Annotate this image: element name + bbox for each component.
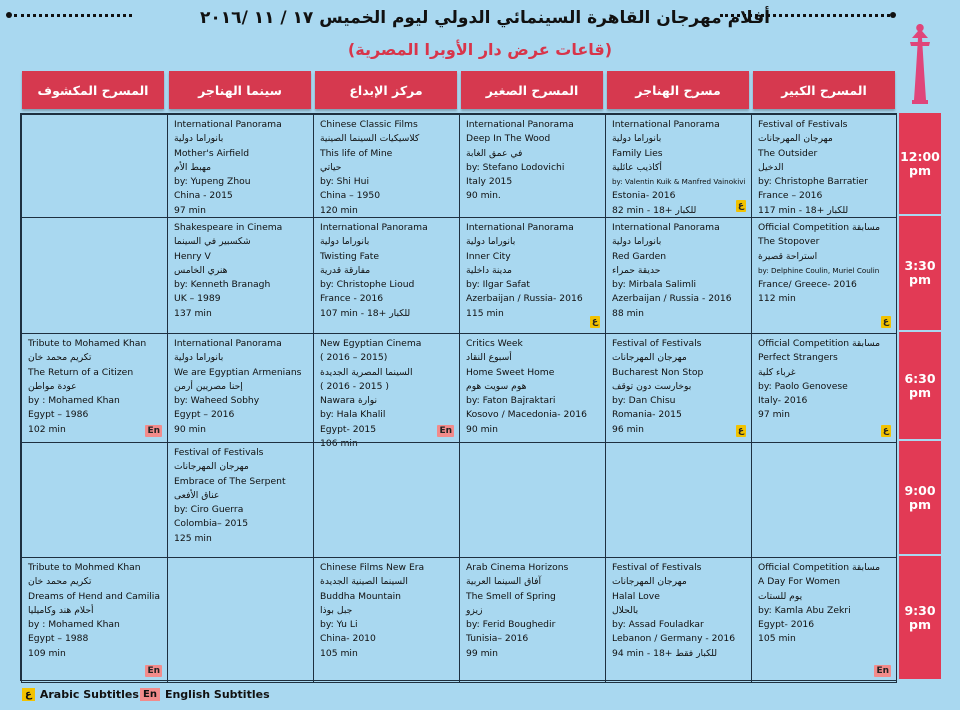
- schedule-grid: [20, 113, 897, 681]
- title-left-dots: [14, 14, 132, 17]
- schedule-cell: [313, 442, 460, 558]
- page-subtitle: (قاعات عرض دار الأوبرا المصرية): [347, 40, 613, 59]
- cell-line: مهرجان المهرجانات: [174, 461, 249, 473]
- cell-line: Halal Love: [612, 590, 660, 602]
- schedule-cell: [605, 333, 752, 443]
- cell-line: Azerbaijan / Russia- 2016: [466, 293, 583, 305]
- schedule-cell: [21, 333, 168, 443]
- schedule-cell: [167, 333, 314, 443]
- time-slot: [899, 556, 941, 679]
- cell-line: China – 1950: [320, 190, 381, 202]
- cell-line: مفارقة قدرية: [320, 264, 371, 276]
- time-value: 3:30: [904, 258, 936, 273]
- cell-line: 88 min: [612, 307, 644, 319]
- cell-line: Romania- 2015: [612, 409, 682, 421]
- cell-line: by: Ilgar Safat: [466, 279, 530, 291]
- arabic-subtitle-badge: ع: [737, 201, 744, 211]
- column-header-open-air: المسرح المكشوف: [22, 71, 164, 109]
- cell-line: by: Faton Bajraktari: [466, 395, 556, 407]
- english-subtitle-badge: En: [147, 426, 160, 436]
- title-left-dot: [6, 12, 12, 18]
- cell-line: Italy 2015: [466, 176, 513, 188]
- cell-line: 117 min - 18+ للكبار: [758, 204, 849, 216]
- schedule-cell: [459, 333, 606, 443]
- cell-line: by: Stefano Lodovichi: [466, 161, 565, 173]
- legend-english-label: English Subtitles: [164, 688, 270, 701]
- cell-line: Official Competition مسابقة: [758, 562, 881, 573]
- cell-line: الدخيل: [758, 161, 784, 173]
- cell-line: by: Christophe Barratier: [758, 176, 868, 188]
- cell-line: Egypt – 2016: [174, 409, 235, 421]
- cell-line: by: Yu Li: [320, 619, 358, 631]
- cell-line: by : Mohamed Khan: [28, 395, 120, 407]
- schedule-cell: [313, 557, 460, 683]
- schedule-cell: [459, 114, 606, 218]
- cell-line: السينما الصينية الجديدة: [320, 576, 408, 588]
- cell-line: by: Valentin Kuik & Manfred Vainokivi: [612, 177, 746, 187]
- cell-line: International Panorama: [612, 119, 720, 130]
- cell-line: Colombia– 2015: [174, 518, 249, 530]
- column-header-main-hall: المسرح الكبير: [753, 71, 895, 109]
- schedule-cell: [21, 442, 168, 558]
- schedule-cell: [605, 217, 752, 334]
- cell-line: زيزو: [466, 604, 483, 616]
- schedule-cell: [313, 333, 460, 450]
- cell-line: 102 min: [28, 423, 66, 435]
- arabic-subtitle-badge: ع: [882, 317, 889, 327]
- cell-line: في عمق الغابة: [466, 147, 523, 159]
- english-subtitle-badge: En: [140, 688, 160, 701]
- cell-line: ( 2016 – 2015): [320, 352, 388, 364]
- column-header-hanager-cinema: سينما الهناجر: [169, 71, 311, 109]
- cell-line: by: Christophe Lioud: [320, 279, 415, 291]
- festival-logo-icon: [904, 20, 936, 108]
- cell-line: Perfect Strangers: [758, 352, 838, 364]
- cell-line: A Day For Women: [758, 576, 841, 588]
- title-right-dot: [890, 12, 896, 18]
- cell-line: إحنا مصريين أرمن: [174, 380, 243, 392]
- cell-line: 94 min - 18+ للكبار فقط: [612, 647, 718, 659]
- cell-line: هنري الخامس: [174, 264, 228, 276]
- cell-line: Henry V: [174, 250, 211, 262]
- schedule-cell: [21, 114, 168, 218]
- schedule-cell: [751, 333, 897, 443]
- cell-line: ( 2016 - 2015 ): [320, 380, 389, 392]
- cell-line: by: Hala Khalil: [320, 409, 386, 421]
- cell-line: Deep In The Wood: [466, 133, 551, 145]
- cell-line: by: Ciro Guerra: [174, 504, 244, 516]
- legend-arabic-label: Arabic Subtitles: [39, 688, 139, 701]
- schedule-cell: [605, 442, 752, 558]
- english-subtitle-badge: En: [876, 666, 889, 676]
- cell-line: Chinese Classic Films: [320, 119, 418, 130]
- time-slot: [899, 216, 941, 330]
- cell-line: 99 min: [466, 647, 498, 659]
- cell-line: 137 min: [174, 307, 212, 319]
- cell-line: Mother's Airfield: [174, 147, 250, 159]
- cell-line: Family Lies: [612, 147, 663, 159]
- cell-line: International Panorama: [320, 222, 428, 233]
- cell-line: Egypt- 2015: [320, 423, 377, 435]
- cell-line: 120 min: [320, 204, 358, 216]
- cell-line: بوخارست دون توقف: [612, 380, 692, 392]
- schedule-cell: [751, 442, 897, 558]
- cell-line: 125 min: [174, 532, 212, 544]
- arabic-subtitle-badge: ع: [882, 426, 889, 436]
- cell-line: by: Paolo Genovese: [758, 380, 848, 392]
- cell-line: International Panorama: [174, 338, 282, 349]
- column-header-small-theatre: المسرح الصغير: [461, 71, 603, 109]
- cell-line: Arab Cinema Horizons: [466, 562, 569, 573]
- cell-line: 105 min: [758, 633, 796, 645]
- schedule-cell: [21, 217, 168, 334]
- cell-line: بانوراما دولية: [612, 133, 662, 145]
- cell-line: France/ Greece- 2016: [758, 279, 857, 291]
- cell-line: International Panorama: [174, 119, 282, 130]
- cell-line: by: Waheed Sobhy: [174, 395, 260, 407]
- time-period: pm: [909, 496, 931, 512]
- cell-line: يوم للستات: [758, 590, 803, 602]
- legend-english: [140, 688, 270, 701]
- schedule-cell: [605, 114, 752, 218]
- cell-line: by: Dan Chisu: [612, 395, 676, 407]
- cell-line: مدينة داخلية: [466, 264, 512, 276]
- cell-line: The Stopover: [758, 236, 820, 248]
- cell-line: بانوراما دولية: [174, 352, 224, 364]
- schedule-cell: [21, 557, 168, 683]
- cell-line: Home Sweet Home: [466, 366, 555, 378]
- cell-line: 90 min: [466, 423, 498, 435]
- cell-line: 106 min: [320, 438, 358, 450]
- cell-line: Dreams of Hend and Camilia: [28, 590, 160, 602]
- cell-line: The Return of a Citizen: [28, 366, 134, 378]
- cell-line: 115 min: [466, 307, 504, 319]
- cell-line: by: Yupeng Zhou: [174, 176, 251, 188]
- cell-line: China- 2010: [320, 633, 376, 645]
- cell-line: Bucharest Non Stop: [612, 366, 704, 378]
- legend-arabic: [22, 688, 139, 701]
- schedule-cell: [751, 114, 897, 218]
- cell-line: Embrace of The Serpent: [174, 475, 286, 487]
- cell-line: Official Competition مسابقة: [758, 338, 881, 349]
- cell-line: Chinese Films New Era: [320, 562, 425, 573]
- cell-line: حياتي: [320, 161, 342, 173]
- cell-line: Egypt – 1988: [28, 633, 89, 645]
- cell-line: France - 2016: [320, 293, 384, 305]
- cell-line: آفاق السينما العربية: [466, 576, 542, 588]
- cell-line: by: Kamla Abu Zekri: [758, 604, 851, 616]
- time-slot: [899, 113, 941, 214]
- cell-line: This life of Mine: [320, 147, 393, 159]
- cell-line: بانوراما دولية: [320, 236, 370, 248]
- schedule-cell: [167, 557, 314, 683]
- cell-line: International Panorama: [466, 222, 574, 233]
- cell-line: هوم سويت هوم: [466, 380, 527, 392]
- cell-line: السينما المصرية الجديدة: [320, 366, 413, 378]
- cell-line: International Panorama: [612, 222, 720, 233]
- cell-line: Lebanon / Germany - 2016: [612, 633, 736, 645]
- cell-line: Critics Week: [466, 338, 523, 349]
- cell-line: حديقة حمراء: [612, 264, 661, 276]
- cell-line: شكسبير في السينما: [174, 236, 251, 248]
- english-subtitle-badge: En: [439, 426, 452, 436]
- cell-line: 97 min: [758, 409, 790, 421]
- arabic-subtitle-badge: ع: [22, 688, 35, 701]
- time-value: 6:30: [904, 370, 936, 386]
- cell-line: Twisting Fate: [320, 250, 379, 262]
- schedule-cell: [459, 557, 606, 683]
- cell-line: Egypt- 2016: [758, 619, 815, 631]
- cell-line: by: Ferid Boughedir: [466, 619, 556, 631]
- time-period: pm: [909, 616, 931, 632]
- cell-line: China - 2015: [174, 190, 233, 202]
- cell-line: 96 min: [612, 423, 644, 435]
- cell-line: by: Assad Fouladkar: [612, 619, 704, 631]
- cell-line: Kosovo / Macedonia- 2016: [466, 409, 587, 421]
- cell-line: 109 min: [28, 647, 66, 659]
- cell-line: Red Garden: [612, 250, 667, 262]
- cell-line: Estonia- 2016: [612, 190, 676, 202]
- time-slot: [899, 332, 941, 439]
- cell-line: by : Mohamed Khan: [28, 619, 120, 631]
- cell-line: The Outsider: [758, 147, 818, 159]
- schedule-cell: [167, 442, 314, 558]
- cell-line: Nawara نوارة: [320, 395, 378, 407]
- cell-line: 112 min: [758, 293, 796, 305]
- cell-line: The Smell of Spring: [466, 590, 556, 602]
- cell-line: استراحة قصيرة: [758, 250, 818, 262]
- cell-line: Tribute to Mohmed Khan: [28, 562, 141, 573]
- schedule-cell: [459, 442, 606, 558]
- cell-line: 107 min - 18+ للكبار: [320, 307, 411, 319]
- cell-line: France – 2016: [758, 190, 823, 202]
- cell-line: بالحلال: [612, 604, 639, 616]
- cell-line: Official Competition مسابقة: [758, 222, 881, 233]
- schedule-cell: [313, 114, 460, 218]
- cell-line: We are Egyptian Armenians: [174, 366, 302, 378]
- cell-line: أسبوع النقاد: [466, 352, 512, 364]
- cell-line: Egypt – 1986: [28, 409, 89, 421]
- cell-line: تكريم محمد خان: [28, 352, 92, 364]
- cell-line: by: Delphine Coulin, Muriel Coulin: [758, 265, 880, 275]
- cell-line: بانوراما دولية: [612, 236, 662, 248]
- cell-line: أكاذيب عائلية: [612, 161, 662, 173]
- cell-line: مهرجان المهرجانات: [758, 133, 833, 145]
- time-period: pm: [909, 162, 931, 178]
- arabic-subtitle-badge: ع: [737, 426, 744, 436]
- time-period: pm: [909, 384, 931, 400]
- cell-line: تكريم محمد خان: [28, 576, 92, 588]
- schedule-cell: [313, 217, 460, 334]
- time-value: 9:30: [904, 602, 936, 618]
- cell-line: 82 min - 18+ للكبار: [612, 204, 697, 216]
- schedule-cell: [605, 557, 752, 683]
- cell-line: Buddha Mountain: [320, 590, 401, 602]
- schedule-cell: [459, 217, 606, 334]
- cell-line: Tribute to Mohamed Khan: [28, 338, 147, 349]
- cell-line: Festival of Festivals: [612, 338, 702, 349]
- cell-line: مهرجان المهرجانات: [612, 576, 687, 588]
- cell-line: Festival of Festivals: [174, 447, 264, 458]
- page-title: أفلام مهرجان القاهرة السينمائي الدولي ليوم الخميس ١٧ / ١١ /٢٠١٦: [200, 8, 770, 28]
- time-value: 12:00: [900, 148, 940, 164]
- cell-line: مهبط الأم: [174, 161, 212, 173]
- english-subtitle-badge: En: [147, 666, 160, 676]
- cell-line: New Egyptian Cinema: [320, 338, 422, 349]
- cell-line: مهرجان المهرجانات: [612, 352, 687, 364]
- cell-line: أحلام هند وكاميليا: [28, 604, 94, 616]
- cell-line: Azerbaijan / Russia - 2016: [612, 293, 732, 305]
- cell-line: UK – 1989: [174, 293, 221, 305]
- cell-line: بانوراما دولية: [466, 236, 516, 248]
- cell-line: كلاسيكيات السينما الصينية: [320, 133, 420, 145]
- cell-line: by: Mirbala Salimli: [612, 279, 697, 291]
- time-period: pm: [909, 272, 931, 287]
- schedule-cell: [167, 114, 314, 218]
- cell-line: بانوراما دولية: [174, 133, 224, 145]
- cell-line: by: Kenneth Branagh: [174, 279, 271, 291]
- cell-line: 97 min: [174, 204, 206, 216]
- arabic-subtitle-badge: ع: [591, 317, 598, 327]
- cell-line: عناق الأفعى: [174, 489, 220, 501]
- cell-line: Festival of Festivals: [612, 562, 702, 573]
- cell-line: غرباء كلية: [758, 366, 796, 378]
- cell-line: by: Shi Hui: [320, 176, 370, 188]
- column-header-hanager-theatre: مسرح الهناجر: [607, 71, 749, 109]
- cell-line: Inner City: [466, 250, 511, 262]
- cell-line: 90 min.: [466, 190, 501, 202]
- time-value: 9:00: [904, 482, 936, 498]
- schedule-cell: [167, 217, 314, 334]
- cell-line: Festival of Festivals: [758, 119, 848, 130]
- time-slot: [899, 441, 941, 554]
- column-header-creativity-center: مركز الإبداع: [315, 71, 457, 109]
- cell-line: 90 min: [174, 423, 206, 435]
- schedule-cell: [751, 217, 897, 334]
- cell-line: Italy- 2016: [758, 395, 808, 407]
- cell-line: Shakespeare in Cinema: [174, 222, 283, 233]
- cell-line: International Panorama: [466, 119, 574, 130]
- cell-line: Tunisia– 2016: [466, 633, 529, 645]
- cell-line: جبل بوذا: [320, 604, 353, 616]
- cell-line: عودة مواطن: [28, 380, 77, 392]
- cell-line: 105 min: [320, 647, 358, 659]
- schedule-cell: [751, 557, 897, 683]
